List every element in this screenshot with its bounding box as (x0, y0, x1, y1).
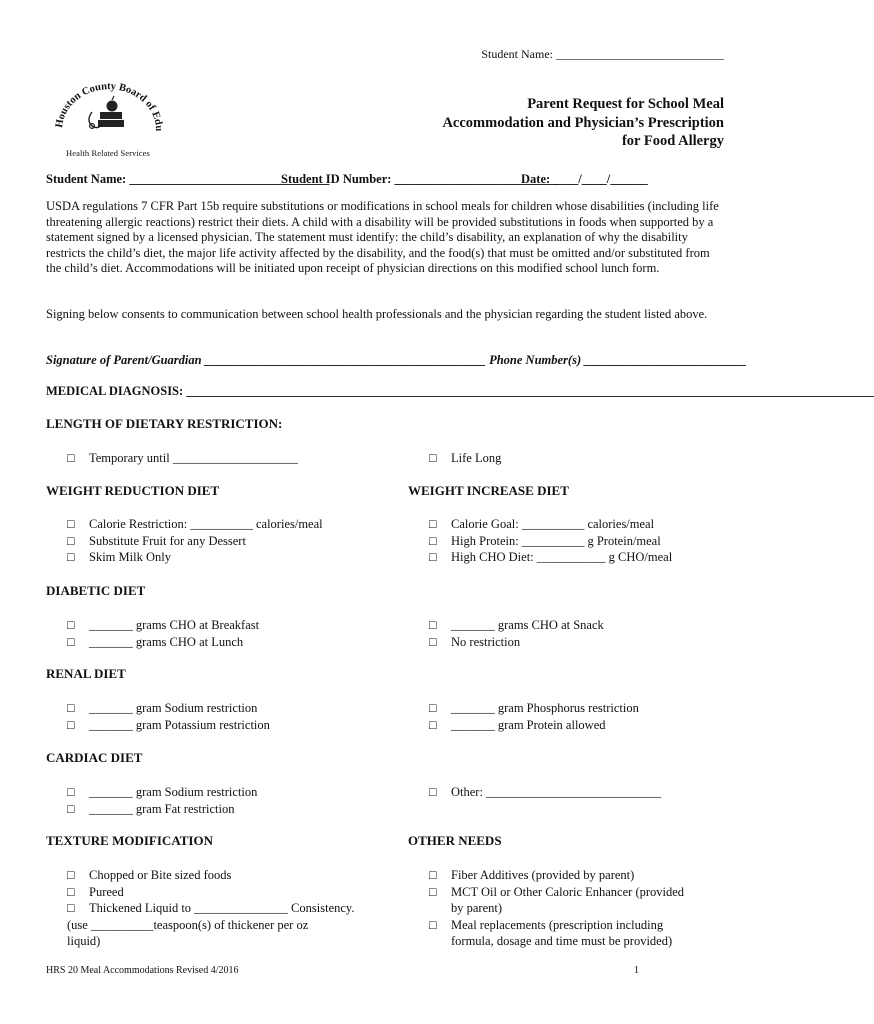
checkbox-icon[interactable]: □ (429, 550, 437, 565)
checkbox-option[interactable] (67, 801, 257, 818)
renal-right-options (429, 700, 639, 733)
date-field[interactable]: Date: ____/____/______ (521, 172, 648, 186)
thickener-note: (use __________teaspoon(s) of thickener per oz (67, 917, 309, 932)
checkbox-icon[interactable]: □ (429, 701, 437, 715)
checkbox-icon[interactable]: □ (429, 717, 437, 732)
option-continuation (429, 933, 684, 950)
option-label: by parent) (451, 901, 503, 916)
checkbox-option[interactable] (67, 634, 259, 651)
option-label: Substitute Fruit for any Dessert (89, 533, 246, 548)
checkbox-icon[interactable]: □ (429, 868, 437, 882)
student-id-field[interactable]: Student ID Number: __________________________ (281, 172, 558, 186)
logo-arc-text: Houston County Board of Edu (53, 82, 164, 132)
checkbox-icon[interactable]: □ (67, 901, 75, 916)
checkbox-icon[interactable]: □ (67, 517, 75, 531)
checkbox-option[interactable] (429, 867, 684, 884)
diabetic-right-options (429, 617, 604, 650)
top-student-name: Student Name: ____________________________ (481, 47, 724, 61)
checkbox-option[interactable] (429, 700, 639, 717)
checkbox-icon[interactable]: □ (67, 785, 75, 799)
option-label: _______ gram Phosphorus restriction (451, 701, 639, 715)
option-label: Calorie Goal: __________ calories/meal (451, 517, 655, 531)
checkbox-option[interactable] (67, 884, 354, 901)
checkbox-option[interactable] (67, 717, 270, 734)
weight-increase-heading: WEIGHT INCREASE DIET (408, 483, 569, 498)
option-label: _______ grams CHO at Lunch (89, 634, 244, 649)
option-label: Chopped or Bite sized foods (89, 868, 232, 882)
other-needs-heading: OTHER NEEDS (408, 833, 502, 848)
renal-heading: RENAL DIET (46, 666, 126, 681)
life-long-option[interactable] (429, 450, 501, 467)
option-label: Fiber Additives (provided by parent) (451, 868, 635, 882)
option-label: Skim Milk Only (89, 550, 171, 565)
thickener-note: liquid) (67, 934, 101, 949)
option-label: Other: ____________________________ (451, 785, 662, 799)
checkbox-option[interactable] (429, 533, 672, 550)
checkbox-icon[interactable]: □ (67, 634, 75, 649)
intro-paragraph: USDA regulations 7 CFR Part 15b require substitutions or modifications in school meals for children whose disabilities (including life threatening allergic reactions) restrict their diets. A child with a disability will be provided substitutions in foods when supported by a statement signed by a licensed physician. The statement must identify: the child’s disability, an explanation of why the disability restricts the child’s diet, the major life activity affected by the disability, and the food(s) that must be omitted and/or substituted from the child’s diet. Accommodations will be initiated upon receipt of physician directions on this modified school lunch form. (46, 199, 719, 275)
checkbox-icon[interactable]: □ (67, 618, 75, 632)
checkbox-icon[interactable]: □ (429, 634, 437, 649)
length-heading: LENGTH OF DIETARY RESTRICTION: (46, 416, 283, 431)
checkbox-icon[interactable]: □ (429, 451, 437, 465)
weight-increase-options (429, 516, 672, 566)
title-line: for Food Allergy (621, 133, 724, 149)
checkbox-option[interactable] (429, 884, 684, 901)
cardiac-heading: CARDIAC DIET (46, 750, 143, 765)
option-label: High Protein: __________ g Protein/meal (451, 533, 661, 548)
option-label: formula, dosage and time must be provided) (451, 934, 673, 949)
other-needs-options (429, 867, 684, 950)
checkbox-option[interactable] (429, 784, 661, 801)
option-label: Temporary until ____________________ (89, 451, 298, 465)
checkbox-icon[interactable]: □ (67, 550, 75, 565)
medical-diagnosis-field[interactable]: MEDICAL DIAGNOSIS: ______________________________________________________________________________________________________________ (46, 384, 874, 398)
board-logo (52, 82, 164, 160)
page-title (442, 95, 724, 151)
option-label: _______ gram Fat restriction (89, 801, 235, 816)
checkbox-icon[interactable]: □ (429, 517, 437, 531)
checkbox-icon[interactable]: □ (429, 917, 437, 932)
diabetic-left-options (67, 617, 259, 650)
logo-graphic (52, 82, 164, 152)
option-label: _______ gram Potassium restriction (89, 717, 270, 732)
diabetic-heading: DIABETIC DIET (46, 583, 146, 598)
book-icon (100, 112, 122, 119)
option-label: _______ gram Protein allowed (451, 717, 606, 732)
checkbox-icon[interactable]: □ (67, 717, 75, 732)
checkbox-option[interactable] (429, 516, 672, 533)
option-continuation (429, 900, 684, 917)
consent-paragraph: Signing below consents to communication between school health professionals and the physician regarding the student listed above. (46, 307, 708, 321)
temporary-option[interactable] (67, 450, 298, 467)
weight-reduction-options (67, 516, 323, 566)
checkbox-option[interactable] (67, 867, 354, 884)
option-label: Calorie Restriction: __________ calories/meal (89, 517, 323, 531)
book-icon (98, 120, 124, 127)
footer-revision: HRS 20 Meal Accommodations Revised 4/2016 (46, 965, 239, 976)
checkbox-option[interactable] (429, 717, 639, 734)
option-label: Life Long (451, 451, 502, 465)
cardiac-left-options (67, 784, 257, 817)
checkbox-option[interactable] (67, 900, 354, 917)
weight-reduction-heading: WEIGHT REDUCTION DIET (46, 483, 220, 498)
option-label: Pureed (89, 884, 124, 899)
page-number: 1 (634, 965, 639, 976)
checkbox-option[interactable] (67, 617, 259, 634)
checkbox-icon[interactable]: □ (67, 451, 75, 465)
student-name-field[interactable]: Student Name: ________________________________ (46, 172, 330, 186)
option-label: High CHO Diet: ___________ g CHO/meal (451, 550, 673, 565)
checkbox-option[interactable] (67, 784, 257, 801)
texture-options (67, 867, 354, 950)
checkbox-icon[interactable]: □ (67, 801, 75, 816)
checkbox-option[interactable] (429, 634, 604, 651)
renal-left-options (67, 700, 270, 733)
checkbox-icon[interactable]: □ (67, 533, 75, 548)
option-label: _______ gram Sodium restriction (89, 785, 258, 799)
option-label: Thickened Liquid to _______________ Consistency. (89, 901, 355, 916)
signature-line[interactable]: Signature of Parent/Guardian _____________________________________________ Phone Number(s) __________________________ (46, 353, 747, 367)
checkbox-icon[interactable]: □ (67, 701, 75, 715)
logo-caption: Health Related Services (66, 148, 150, 158)
checkbox-icon[interactable]: □ (67, 868, 75, 882)
checkbox-icon[interactable]: □ (429, 785, 437, 799)
title-line: Parent Request for School Meal (527, 96, 724, 112)
option-label: _______ grams CHO at Snack (451, 618, 604, 632)
checkbox-option[interactable] (67, 516, 323, 533)
checkbox-icon[interactable]: □ (429, 618, 437, 632)
apple-icon (107, 101, 118, 112)
checkbox-option[interactable] (429, 617, 604, 634)
checkbox-option[interactable] (67, 549, 323, 566)
checkbox-icon[interactable]: □ (429, 533, 437, 548)
texture-heading: TEXTURE MODIFICATION (46, 833, 213, 848)
option-label: _______ grams CHO at Breakfast (89, 618, 260, 632)
cardiac-right-options (429, 784, 661, 801)
checkbox-option[interactable] (67, 533, 323, 550)
option-label: Meal replacements (prescription including (451, 917, 664, 932)
option-label: _______ gram Sodium restriction (89, 701, 258, 715)
checkbox-icon[interactable]: □ (67, 884, 75, 899)
checkbox-icon[interactable]: □ (429, 884, 437, 899)
checkbox-option[interactable] (67, 700, 270, 717)
option-label: MCT Oil or Other Caloric Enhancer (provided (451, 884, 685, 899)
option-label: No restriction (451, 634, 521, 649)
checkbox-option[interactable] (429, 917, 684, 934)
title-line: Accommodation and Physician’s Prescription (442, 114, 724, 131)
checkbox-option[interactable] (429, 549, 672, 566)
